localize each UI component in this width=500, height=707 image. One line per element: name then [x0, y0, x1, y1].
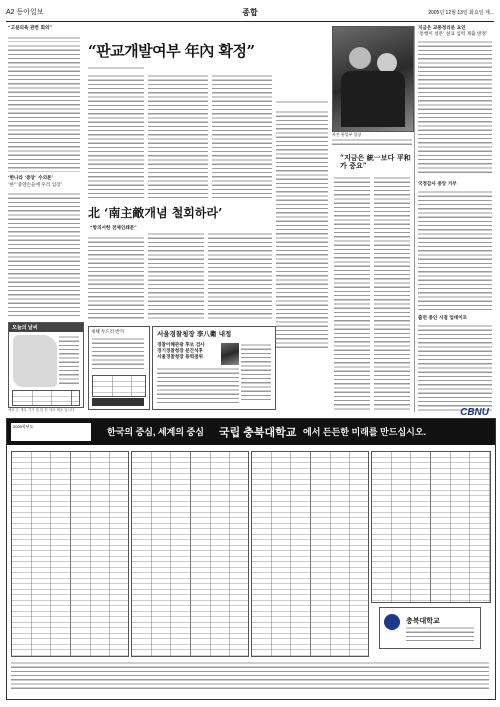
- main-body-col1: [88, 74, 144, 198]
- small-ad-table: [92, 375, 146, 397]
- middle-box-headline: 서울경찰청장 李八衛 내정: [157, 330, 232, 338]
- ad-school-name: 국립 충북대학교: [219, 427, 297, 439]
- page-label: A2 동아일보: [6, 9, 44, 16]
- center-body-col3: [208, 232, 272, 320]
- section-title: 종합: [242, 8, 258, 17]
- small-ad-box: [88, 326, 150, 410]
- left-top-headline: “고분의욕 관련 회의”: [8, 26, 52, 31]
- small-ad-footer-bar: [92, 398, 144, 406]
- main-body-col2: [148, 74, 208, 198]
- ad-contact-text: [406, 626, 474, 642]
- photo-caption: 사진 통일부 입장: [332, 132, 362, 137]
- center-body-col1: [88, 236, 144, 320]
- ad-table-1: [11, 451, 129, 657]
- ad-top-label: 2005학년도: [11, 423, 91, 441]
- ad-banner: [7, 419, 495, 445]
- weather-box: [8, 322, 84, 408]
- small-ad-label: 새해 두드러 반겨: [91, 329, 124, 334]
- ad-tagline: 에서 든든한 미래를 만드십시오.: [303, 427, 427, 437]
- weather-title: 오늘의 날씨: [9, 323, 83, 332]
- left-mid-body: [8, 192, 80, 316]
- left-top-subline: [8, 36, 80, 42]
- left-mid-subheadline: ‘한”‘중앙손들에 우리 입장’: [8, 183, 63, 188]
- photo-caption-body: [332, 138, 412, 148]
- middle-box-sub3: 서울경찰청장 용력점위: [157, 355, 203, 360]
- right-col-headline: 지금은 교통정리분 요인: [418, 26, 466, 31]
- school-emblem-icon: [384, 614, 400, 630]
- center-subheadline: “항의서한 전체인쇄문”: [90, 226, 137, 231]
- right-col-subheadline: ‘통행이 설문’ 살표 입력 제출 방정’: [418, 32, 488, 37]
- middle-box-sub2: 경기경찰청장 분간석후: [157, 349, 203, 354]
- center-headline: 北 ‘南主敵개념 철회하라’: [88, 206, 223, 220]
- date-line: 2005년 12월 13일 화요일 제...: [428, 10, 494, 16]
- right-column-separator: [414, 26, 415, 412]
- weather-map: [13, 335, 57, 387]
- quote-body-col2: [374, 176, 410, 412]
- middle-box-portrait: [221, 343, 239, 365]
- ad-slogan: 한국의 중심, 세계의 중심: [107, 427, 204, 437]
- right-mid-headline: 국정감사 중앙 거부: [418, 182, 457, 187]
- ad-brand-logo: CBNU: [460, 407, 489, 418]
- quote-headline: “지금은 統一보다 平和가 중요”: [340, 153, 411, 170]
- ad-table-4: [371, 451, 491, 603]
- middle-box-sub1: 경찰이해관광 후보 검사: [157, 343, 205, 348]
- middle-box-body: [157, 367, 239, 403]
- footer-note: 애호 온 재무 기기 및 한 전 자료 제공 입니다: [8, 408, 75, 412]
- page-header: [6, 6, 494, 20]
- right-mid-body: [418, 190, 492, 310]
- center-right-body: [276, 110, 328, 350]
- ad-contact-box: [379, 607, 481, 649]
- header-rule: [6, 21, 494, 22]
- left-top-body: [8, 44, 80, 172]
- ad-footnotes: [11, 661, 489, 691]
- center-body-col2: [148, 232, 204, 320]
- main-headline: “판교개발여부 年內 확정”: [88, 42, 255, 60]
- weather-side-list: [59, 335, 79, 387]
- middle-box: [152, 326, 276, 410]
- right-bottom-body: [418, 324, 492, 412]
- ad-table-3: [251, 451, 369, 657]
- right-bottom-headline: 출연 중인 시점 업데이트: [418, 316, 468, 321]
- main-subhead: [88, 66, 144, 70]
- left-mid-headline: ‘한나라 ‘중앙’ 수의론’: [8, 176, 54, 181]
- weather-table: [12, 390, 80, 406]
- news-photo: [332, 26, 414, 132]
- center-right-headline: [276, 100, 328, 105]
- quote-body-col1: [334, 176, 370, 412]
- right-col-body: [418, 40, 492, 176]
- middle-box-right-text: [241, 343, 271, 403]
- small-ad-text: [92, 337, 144, 371]
- ad-footer-name: 충북대학교: [406, 618, 440, 625]
- main-body-col3: [212, 74, 272, 198]
- ad-table-2: [131, 451, 249, 657]
